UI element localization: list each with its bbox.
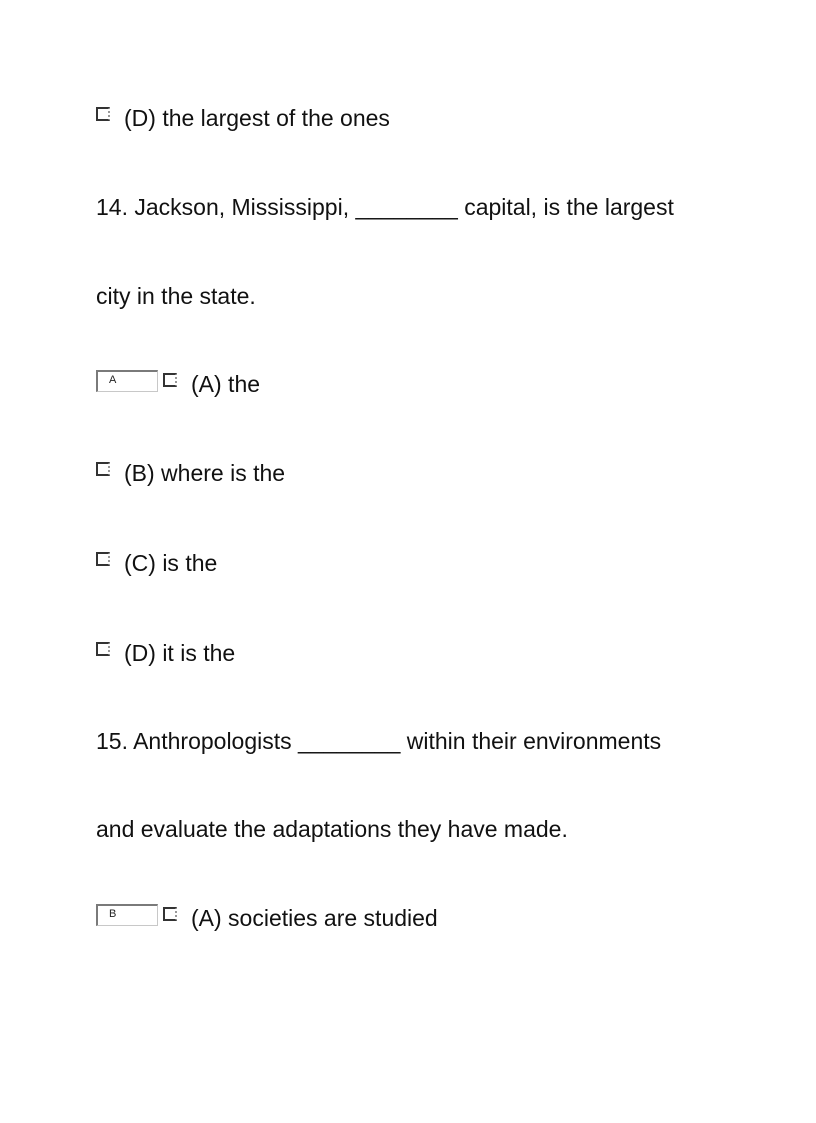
q14-stem-line1: 14. Jackson, Mississippi, ________ capital, is the largest: [96, 194, 674, 220]
option-label: (D) the largest of the ones: [124, 105, 390, 131]
radio-button-icon[interactable]: [96, 107, 110, 121]
q15-stem-line1: 15. Anthropologists ________ within their environments: [96, 728, 662, 754]
radio-button-icon[interactable]: [96, 642, 110, 656]
option-label: (B) where is the: [124, 460, 286, 486]
radio-button-icon[interactable]: [96, 552, 110, 566]
q14-stem-line2: city in the state.: [96, 283, 256, 309]
answer-input[interactable]: B: [96, 904, 158, 926]
option-label: (C) is the: [124, 550, 218, 576]
q13-option-d[interactable]: [96, 104, 390, 132]
q15-stem-line2: and evaluate the adaptations they have made.: [96, 816, 568, 842]
q14-option-c[interactable]: [96, 549, 217, 577]
option-label: (A) the: [191, 371, 261, 397]
option-label: (A) societies are studied: [191, 905, 438, 931]
q14-option-d[interactable]: [96, 639, 235, 667]
q15-option-a[interactable]: [96, 904, 438, 932]
radio-button-icon[interactable]: [163, 907, 177, 921]
q14-option-a[interactable]: [96, 370, 260, 398]
radio-button-icon[interactable]: [163, 373, 177, 387]
radio-button-icon[interactable]: [96, 462, 110, 476]
answer-input[interactable]: A: [96, 370, 158, 392]
q14-option-b[interactable]: [96, 459, 285, 487]
option-label: (D) it is the: [124, 640, 236, 666]
